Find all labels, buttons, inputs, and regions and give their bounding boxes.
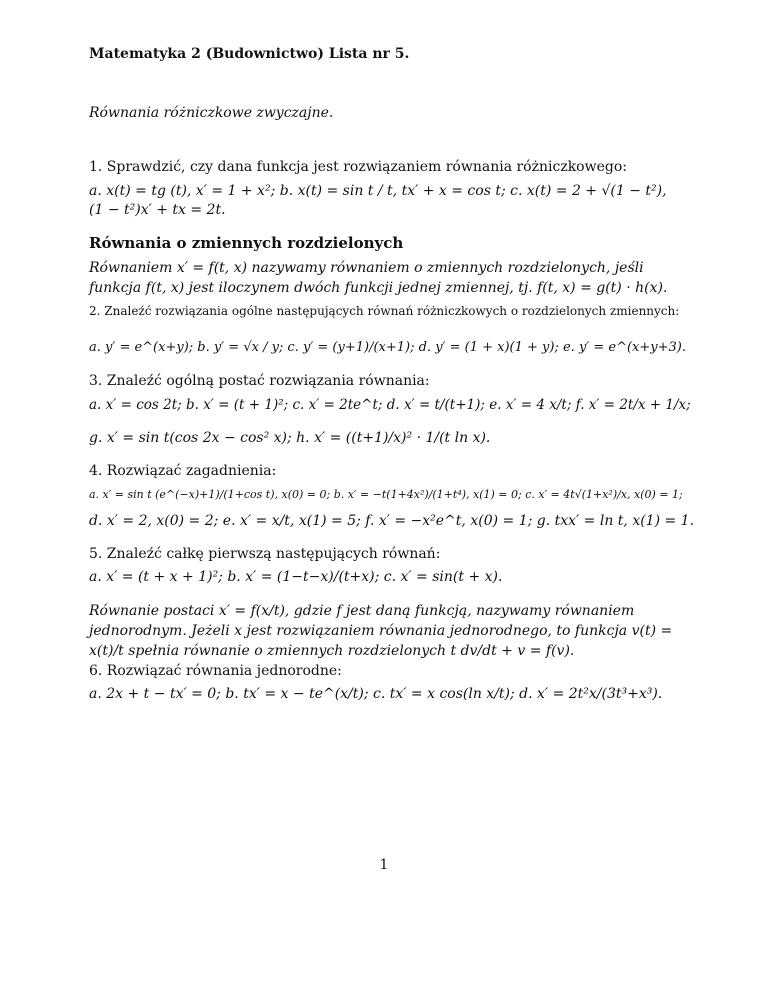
exercise-4-line-2: d. x′ = 2, x(0) = 2; e. x′ = x/t, x(1) = 5; f. x′ = −x²e^t, x(0) = 1; g. txx′ = ln t, x(1) = 1. [89,513,695,529]
exercise-2-line-1: a. y′ = e^(x+y); b. y′ = √x / y; c. y′ = (y+1)/(x+1); d. y′ = (1 + x)(1 + y); e. y′ = e^(x+y+3). [89,340,686,355]
exercise-6-prompt: 6. Rozwiązać równania jednorodne: [89,663,342,679]
exercise-6-line-1: a. 2x + t − tx′ = 0; b. tx′ = x − te^(x/t); c. tx′ = x cos(ln x/t); d. x′ = 2t²x/(3t³+x³). [89,686,663,702]
section-heading: Równania o zmiennych rozdzielonych [89,234,404,252]
subtitle: Równania różniczkowe zwyczajne. [89,105,334,121]
definition-homogeneous: Równanie postaci x′ = f(x/t), gdzie f jest daną funkcją, nazywamy równaniem jednorodnym. Jeżeli x jest rozwiązaniem równania jednorodnego, to funkcja v(t) = x(t)/t spełnia równanie o zmiennych rozdzielonych t dv/dt + v = f(v). [89,603,673,659]
exercise-5-line-1: a. x′ = (t + x + 1)²; b. x′ = (1−t−x)/(t+x); c. x′ = sin(t + x). [89,569,503,585]
exercise-4-prompt: 4. Rozwiązać zagadnienia: [89,463,277,479]
exercise-4-line-1: a. x′ = sin t (e^(−x)+1)/(1+cos t), x(0) = 0; b. x′ = −t(1+4x²)/(1+t⁴), x(1) = 0; c. x′ = 4t√(1+x²)/x, x(0) = 1; [89,488,683,501]
page-number: 1 [379,857,389,873]
exercise-1-prompt: 1. Sprawdzić, czy dana funkcja jest rozwiązaniem równania różniczkowego: [89,159,627,175]
exercise-1-line-2: (1 − t²)x′ + tx = 2t. [89,202,226,218]
exercise-5-prompt: 5. Znaleźć całkę pierwszą następujących równań: [89,546,441,562]
page-title: Matematyka 2 (Budownictwo) Lista nr 5. [89,46,410,62]
exercise-3-line-2: g. x′ = sin t(cos 2x − cos² x); h. x′ = ((t+1)/x)² · 1/(t ln x). [89,430,491,446]
exercise-3-line-1: a. x′ = cos 2t; b. x′ = (t + 1)²; c. x′ = 2te^t; d. x′ = t/(t+1); e. x′ = 4 x/t; f. x′ = 2t/x + 1/x; [89,397,691,413]
exercise-2-prompt: 2. Znaleźć rozwiązania ogólne następujących równań różniczkowych o rozdzielonych zmiennych: [89,304,680,318]
exercise-1-line-1: a. x(t) = tg (t), x′ = 1 + x²; b. x(t) = sin t / t, tx′ + x = cos t; c. x(t) = 2 + √(1 − t²), [89,183,667,199]
exercise-3-prompt: 3. Znaleźć ogólną postać rozwiązania równania: [89,373,430,389]
definition-separable: Równaniem x′ = f(t, x) nazywamy równaniem o zmiennych rozdzielonych, jeśli funkcja f(t, x) jest iloczynem dwóch funkcji jednej zmiennej, tj. f(t, x) = g(t) · h(x). [89,260,668,296]
